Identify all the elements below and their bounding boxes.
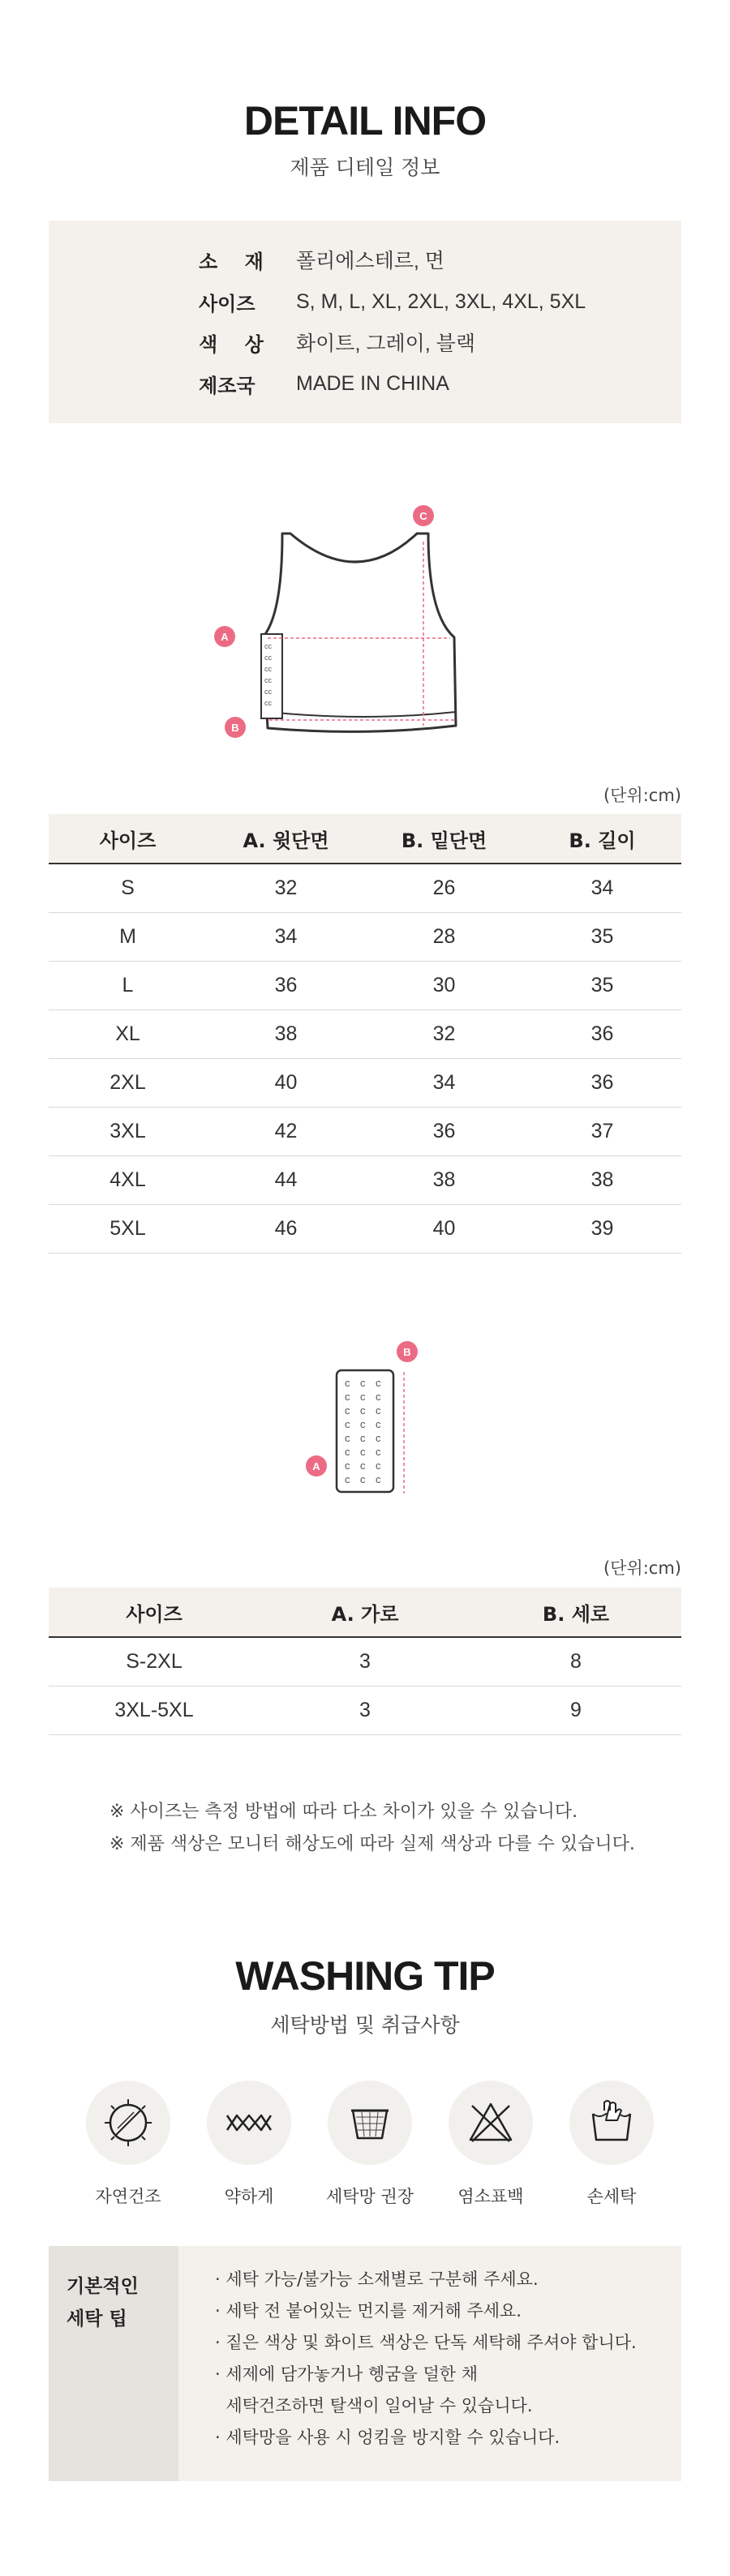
info-value: 화이트, 그레이, 블랙	[296, 332, 475, 355]
table-cell: 4XL	[49, 1156, 207, 1205]
notes	[110, 1796, 635, 1861]
hook-eye: c	[345, 1391, 350, 1403]
table-cell: 34	[523, 864, 681, 913]
washing-tips-box	[49, 2246, 681, 2481]
table-row	[49, 864, 681, 913]
table-cell: 35	[523, 913, 681, 962]
wash-label: 염소표백	[457, 2187, 524, 2206]
table-row	[49, 1156, 681, 1205]
info-row-origin	[199, 367, 449, 400]
marker-c-badge	[413, 505, 434, 526]
tip-item: · 세탁 가능/불가능 소재별로 구분해 주세요.	[215, 2270, 539, 2289]
table-row	[49, 1205, 681, 1254]
svg-text:A: A	[221, 631, 229, 643]
table-cell: 36	[365, 1108, 523, 1156]
gentle-wash-icon	[207, 2081, 291, 2165]
svg-text:A: A	[312, 1460, 320, 1472]
tip-item: · 세탁 전 붙어있는 먼지를 제거해 주세요.	[215, 2301, 522, 2321]
tip-item: 세탁건조하면 탈색이 일어날 수 있습니다.	[215, 2396, 533, 2415]
col-header: 사이즈	[49, 1588, 260, 1637]
tips-side-panel	[49, 2246, 178, 2481]
hand-wash-icon	[569, 2081, 654, 2165]
table-row	[49, 1010, 681, 1059]
size-table-unit: (단위:cm)	[603, 786, 681, 805]
hook-marker-a-badge	[306, 1455, 327, 1477]
info-label: 소 재	[199, 250, 264, 273]
garment-diagram	[203, 495, 511, 754]
detail-subtitle: 제품 디테일 정보	[290, 156, 440, 179]
tips-heading-line: 기본적인	[67, 2276, 139, 2297]
table-cell: 36	[207, 962, 365, 1010]
info-label: 제조국	[199, 374, 256, 397]
table-cell: 39	[523, 1205, 681, 1254]
col-header: A. 가로	[260, 1588, 470, 1637]
no-bleach-icon	[449, 2081, 533, 2165]
svg-text:cc: cc	[264, 699, 272, 707]
hook-eye: c	[360, 1473, 366, 1485]
hook-eye: c	[376, 1418, 381, 1430]
col-header: 사이즈	[49, 814, 207, 864]
hook-eye: c	[345, 1446, 350, 1458]
hook-eye: c	[376, 1459, 381, 1472]
svg-text:B: B	[231, 722, 239, 734]
table-row	[49, 1687, 681, 1735]
info-row-color	[199, 326, 475, 358]
hook-eye: c	[360, 1459, 366, 1472]
table-cell: S	[49, 864, 207, 913]
hook-eye: c	[360, 1391, 366, 1403]
hook-eye: c	[360, 1377, 366, 1389]
table-cell: 35	[523, 962, 681, 1010]
table-cell: M	[49, 913, 207, 962]
hook-eye: c	[345, 1432, 350, 1444]
table-cell: 2XL	[49, 1059, 207, 1108]
table-cell: 34	[207, 913, 365, 962]
wash-label: 약하게	[224, 2187, 274, 2206]
table-cell: 44	[207, 1156, 365, 1205]
hook-marker-b-badge	[397, 1341, 418, 1362]
marker-b-badge	[225, 717, 246, 738]
col-header: A. 윗단면	[207, 814, 365, 864]
hook-eye: c	[376, 1391, 381, 1403]
hook-eye: c	[360, 1404, 366, 1417]
table-cell: 30	[365, 962, 523, 1010]
table-row	[49, 1059, 681, 1108]
table-cell: 32	[207, 864, 365, 913]
tips-heading	[67, 2270, 139, 2335]
table-row	[49, 1637, 681, 1687]
table-cell: 8	[470, 1637, 681, 1687]
svg-text:cc: cc	[264, 665, 272, 673]
tip-item: · 짙은 색상 및 화이트 색상은 단독 세탁해 주셔야 합니다.	[215, 2333, 637, 2352]
info-label: 색 상	[199, 332, 264, 356]
hook-eye: c	[376, 1473, 381, 1485]
table-cell: S-2XL	[49, 1637, 260, 1687]
tips-heading-line: 세탁 팁	[67, 2308, 127, 2330]
table-cell: 40	[207, 1059, 365, 1108]
table-cell: 37	[523, 1108, 681, 1156]
svg-text:C: C	[419, 510, 427, 522]
table-cell: 9	[470, 1687, 681, 1735]
info-value: 폴리에스테르, 면	[296, 250, 444, 272]
hook-eye: c	[376, 1377, 381, 1389]
detail-title: DETAIL INFO	[243, 98, 487, 144]
svg-text:B: B	[403, 1346, 411, 1358]
table-cell: 3XL-5XL	[49, 1687, 260, 1735]
table-cell: 5XL	[49, 1205, 207, 1254]
hook-eye: c	[360, 1446, 366, 1458]
svg-text:cc: cc	[264, 688, 272, 696]
table-cell: 32	[365, 1010, 523, 1059]
table-cell: XL	[49, 1010, 207, 1059]
note-line: ※ 사이즈는 측정 방법에 따라 다소 차이가 있을 수 있습니다.	[110, 1802, 578, 1822]
hook-eye: c	[345, 1377, 350, 1389]
hook-eye: c	[345, 1459, 350, 1472]
tip-item: · 세제에 담가놓거나 헹굼을 덜한 채	[215, 2364, 479, 2384]
table-cell: 3XL	[49, 1108, 207, 1156]
wash-label: 세탁망 권장	[325, 2187, 414, 2206]
info-value: S, M, L, XL, 2XL, 3XL, 4XL, 5XL	[296, 289, 586, 313]
tip-item: · 세탁망을 사용 시 엉킴을 방지할 수 있습니다.	[215, 2428, 560, 2447]
table-cell: 26	[365, 864, 523, 913]
table-cell: 38	[365, 1156, 523, 1205]
size-table	[49, 814, 681, 1254]
hook-eye: c	[345, 1418, 350, 1430]
hook-eye: c	[360, 1432, 366, 1444]
svg-text:cc: cc	[264, 676, 272, 684]
hook-eye: c	[376, 1446, 381, 1458]
col-header: B. 세로	[470, 1588, 681, 1637]
col-header: B. 길이	[523, 814, 681, 864]
table-cell: 46	[207, 1205, 365, 1254]
table-row	[49, 913, 681, 962]
table-cell: 34	[365, 1059, 523, 1108]
dry-in-shade-icon	[86, 2081, 170, 2165]
hook-eye: c	[376, 1404, 381, 1417]
washing-title: WASHING TIP	[235, 1953, 495, 1999]
tips-list	[215, 2264, 637, 2454]
col-header: B. 밑단면	[365, 814, 523, 864]
hook-table-header	[49, 1588, 681, 1637]
hook-diagram	[296, 1338, 434, 1516]
table-row	[49, 962, 681, 1010]
svg-text:cc: cc	[264, 654, 272, 662]
table-cell: 28	[365, 913, 523, 962]
svg-text:cc: cc	[264, 642, 272, 650]
table-cell: 36	[523, 1010, 681, 1059]
table-cell: 38	[523, 1156, 681, 1205]
hook-eye: c	[360, 1418, 366, 1430]
hook-eye: c	[345, 1404, 350, 1417]
wash-label: 손세탁	[586, 2187, 637, 2206]
table-cell: 42	[207, 1108, 365, 1156]
wash-label: 자연건조	[95, 2187, 161, 2206]
table-cell: L	[49, 962, 207, 1010]
laundry-net-icon	[328, 2081, 412, 2165]
hook-table	[49, 1588, 681, 1735]
table-cell: 3	[260, 1687, 470, 1735]
table-cell: 3	[260, 1637, 470, 1687]
info-row-size	[199, 285, 586, 318]
info-value: MADE IN CHINA	[296, 371, 449, 395]
note-line: ※ 제품 색상은 모니터 해상도에 따라 실제 색상과 다를 수 있습니다.	[110, 1834, 635, 1854]
hook-eye: c	[345, 1473, 350, 1485]
table-cell: 38	[207, 1010, 365, 1059]
washing-subtitle: 세탁방법 및 취급사항	[270, 2013, 460, 2037]
info-label: 사이즈	[199, 292, 256, 315]
hook-table-unit: (단위:cm)	[603, 1558, 681, 1578]
marker-a-badge	[214, 626, 235, 647]
hook-eye: c	[376, 1432, 381, 1444]
detail-info-box	[49, 221, 681, 423]
size-table-header	[49, 814, 681, 864]
info-row-material	[199, 243, 444, 276]
table-cell: 40	[365, 1205, 523, 1254]
table-row	[49, 1108, 681, 1156]
table-cell: 36	[523, 1059, 681, 1108]
